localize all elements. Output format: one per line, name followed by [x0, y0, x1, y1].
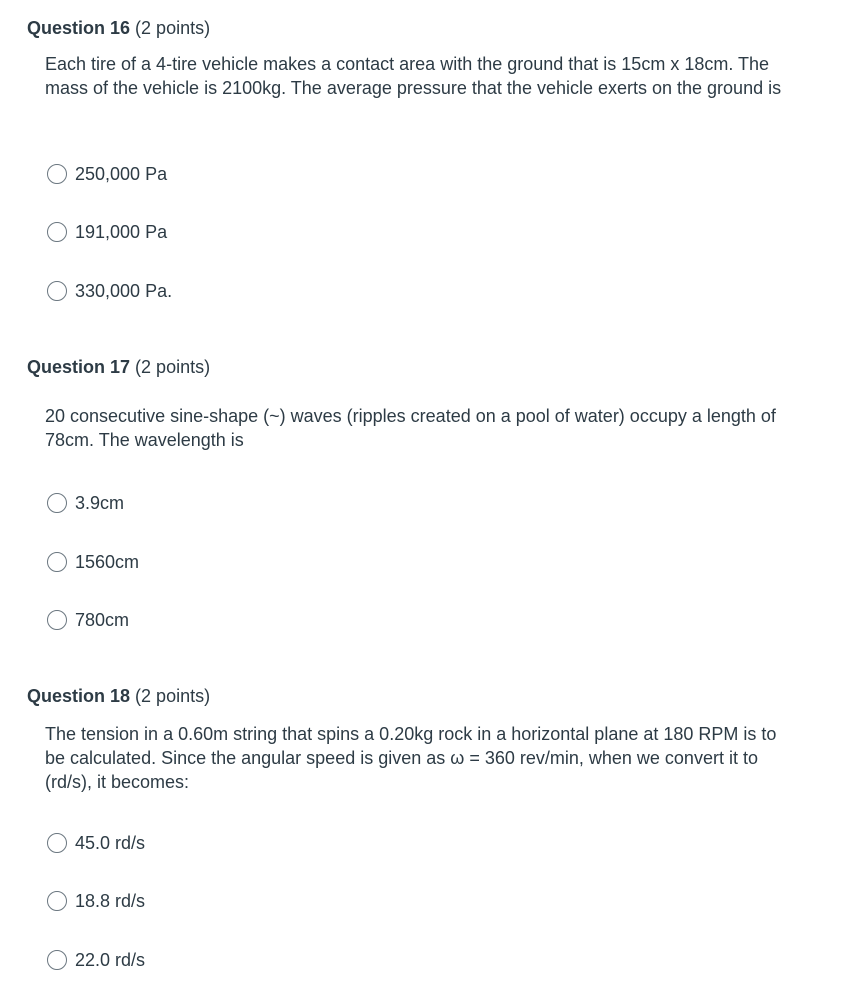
question-16-text: Each tire of a 4-tire vehicle makes a contact area with the ground that is 15cm x 18cm. The mass of the vehicle is 2100kg. The average pressure that the vehicle exerts on the ground is	[45, 54, 782, 98]
question-title: Question 16	[27, 18, 131, 38]
answer-label: 1560cm	[75, 552, 140, 572]
question-points: (2 points)	[135, 18, 211, 38]
answer-option[interactable]	[47, 162, 167, 186]
question-18-text: The tension in a 0.60m string that spins a 0.20kg rock in a horizontal plane at 180 RPM is to be calculated. Since the angular speed is given as ω = 360 rev/min, when we convert it to (rd/s), it becomes:	[45, 724, 777, 792]
answer-option[interactable]	[47, 491, 124, 515]
answer-option[interactable]	[47, 279, 172, 303]
question-title: Question 18	[27, 686, 131, 706]
answer-option[interactable]	[47, 220, 167, 244]
answer-label: 18.8 rd/s	[75, 891, 146, 911]
question-17-text: 20 consecutive sine-shape (~) waves (ripples created on a pool of water) occupy a length of 78cm. The wavelength is	[45, 406, 776, 450]
radio-button[interactable]	[47, 950, 67, 970]
answer-option[interactable]	[47, 550, 139, 574]
question-18-header	[27, 685, 210, 707]
radio-button[interactable]	[47, 493, 67, 513]
question-points: (2 points)	[135, 686, 211, 706]
answer-label: 3.9cm	[75, 493, 125, 513]
answer-label: 330,000 Pa.	[75, 281, 173, 301]
question-points: (2 points)	[135, 357, 211, 377]
radio-button[interactable]	[47, 281, 67, 301]
answer-option[interactable]	[47, 608, 129, 632]
answer-label: 250,000 Pa	[75, 164, 168, 184]
radio-button[interactable]	[47, 891, 67, 911]
question-17-header	[27, 356, 210, 378]
question-title: Question 17	[27, 357, 131, 377]
answer-label: 191,000 Pa	[75, 222, 168, 242]
answer-option[interactable]	[47, 889, 145, 913]
answer-label: 22.0 rd/s	[75, 950, 146, 970]
radio-button[interactable]	[47, 552, 67, 572]
answer-label: 780cm	[75, 610, 130, 630]
answer-label: 45.0 rd/s	[75, 833, 146, 853]
question-16-header	[27, 17, 210, 39]
radio-button[interactable]	[47, 833, 67, 853]
answer-option[interactable]	[47, 948, 145, 972]
answer-option[interactable]	[47, 831, 145, 855]
radio-button[interactable]	[47, 222, 67, 242]
radio-button[interactable]	[47, 164, 67, 184]
radio-button[interactable]	[47, 610, 67, 630]
